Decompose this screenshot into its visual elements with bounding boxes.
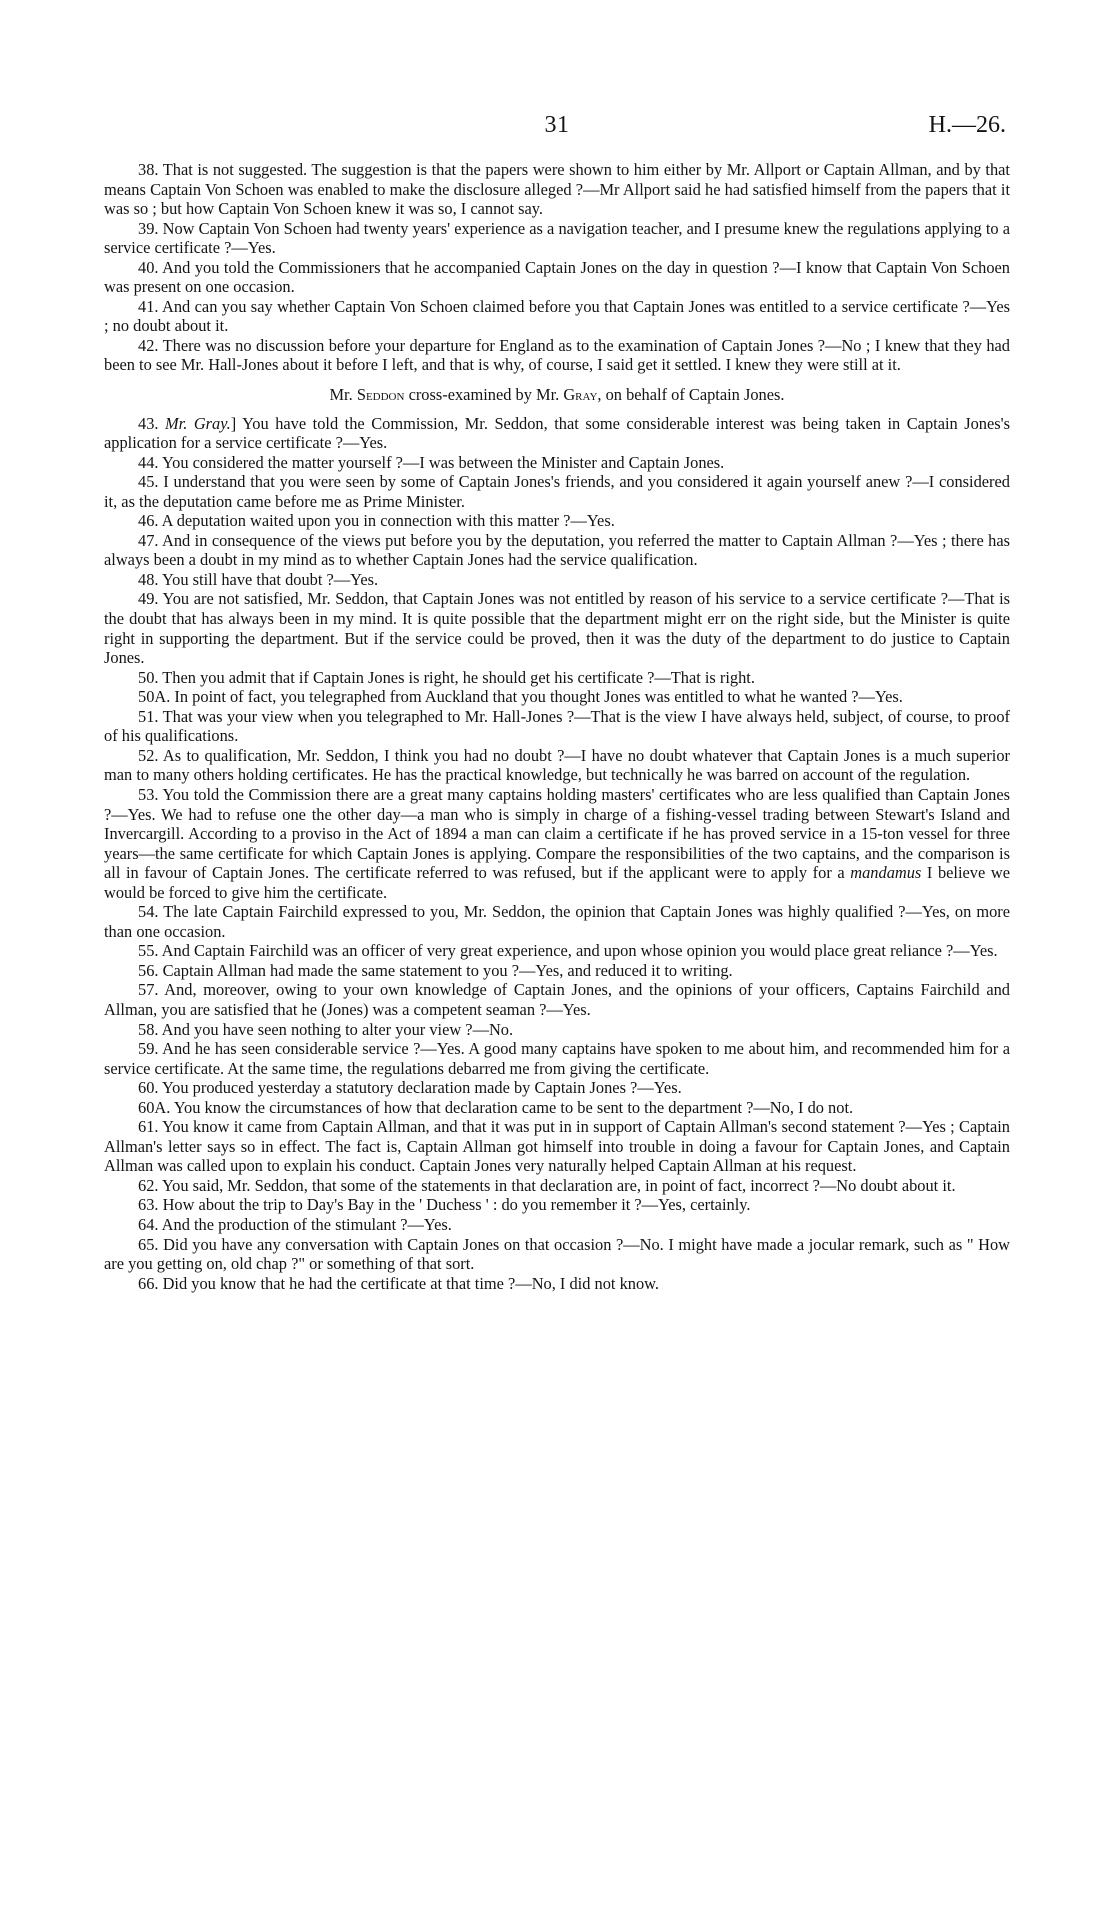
paragraph-38: 38. That is not suggested. The suggestion is that the papers were shown to him either by Mr. Allport or Captain Allman, and by that means Captain Von Schoen was enabled to make the disclosure alleged ?—Mr Allport said he had satisfied himself from the papers that it was so ; but how Captain Von Schoen knew it was so, I cannot say. bbox=[104, 160, 1010, 219]
paragraph-53-tail: I believe we would be forced to give him the certificate. bbox=[104, 863, 1010, 902]
paragraph-60a bbox=[104, 1098, 1010, 1118]
heading-word-1: Mr. bbox=[329, 385, 353, 405]
paragraph-47: 47. And in consequence of the views put before you by the deputation, you referred the matter to Captain Allman ?—Yes ; there has always been a doubt in my mind as to whether Captain Jones had the service qualification. bbox=[104, 530, 1010, 570]
paragraph-51: 51. That was your view when you telegraphed to Mr. Hall-Jones ?—That is the view I have always held, subject, of course, to proof of his qualifications. bbox=[104, 706, 1010, 746]
paragraph-50: 50. Then you admit that if Captain Jones is right, he should get his certificate ?—That is right. bbox=[138, 667, 755, 687]
paragraph-44: 44. You considered the matter yourself ?—I was between the Minister and Captain Jones. bbox=[138, 452, 725, 472]
paragraph-43-speaker: Mr. Gray. bbox=[165, 413, 231, 433]
heading-name-seddon: Seddon bbox=[356, 385, 405, 405]
heading-name-gray: Gray bbox=[563, 385, 598, 405]
paragraph-60a-number: 60 bbox=[138, 1097, 155, 1117]
paragraph-65: 65. Did you have any conversation with Captain Jones on that occasion ?—No. I might have made a jocular remark, such as " How are you getting on, old chap ?" or something of that sort. bbox=[104, 1234, 1010, 1274]
paragraph-43-number: 43. bbox=[138, 413, 159, 433]
section-heading bbox=[104, 385, 1010, 405]
paragraph-45: 45. I understand that you were seen by some of Captain Jones's friends, and you considered it again yourself anew ?—I considered it, as the deputation came before me as Prime Minister. bbox=[104, 472, 1010, 511]
heading-word-3: , on behalf of Captain Jones. bbox=[597, 385, 785, 405]
paragraph-49: 49. You are not satisfied, Mr. Seddon, that Captain Jones was not entitled by reason of his service to a service certificate ?—That is the doubt that has always been in my mind. It is quite possible that the department might err on the right side, but the Minister is quite right in supporting the department. But if the service could be proved, then it was the duty of the department to do justice to Captain Jones. bbox=[104, 589, 1010, 668]
paragraph-52: 52. As to qualification, Mr. Seddon, I think you had no doubt ?—I have no doubt whatever that Captain Jones is a much superior man to many others holding certificates. He has the practical knowledge, but technically he was barred on account of the regulation. bbox=[104, 745, 1010, 785]
paragraph-41: 41. And can you say whether Captain Von Schoen claimed before you that Captain Jones was entitled to a service certificate ?—Yes ; no doubt about it. bbox=[104, 296, 1010, 336]
paragraph-60a-text: . You know the circumstances of how that declaration came to be sent to the department ?—No, I do not. bbox=[166, 1097, 854, 1117]
paragraph-50a-number: 50 bbox=[138, 687, 155, 707]
paragraph-60: 60. You produced yesterday a statutory declaration made by Captain Jones ?—Yes. bbox=[138, 1078, 682, 1098]
paragraph-48: 48. You still have that doubt ?—Yes. bbox=[138, 569, 379, 589]
paragraph-50a-suffix: A bbox=[154, 687, 167, 707]
paragraph-43 bbox=[104, 414, 1010, 453]
paragraph-62: 62. You said, Mr. Seddon, that some of the statements in that declaration are, in point of fact, incorrect ?—No doubt about it. bbox=[138, 1175, 956, 1195]
paragraph-46: 46. A deputation waited upon you in connection with this matter ?—Yes. bbox=[138, 511, 615, 531]
paragraph-53-text: 53. You told the Commission there are a great many captains holding masters' certificates who are less qualified than Captain Jones ?—Yes. We had to refuse one the other day—a man who is simply in charge of a fishing-vessel trading between Stewart's Island and Invercargill. According to a proviso in the Act of 1894 a man can claim a certificate if he has proved service in a 15-ton vessel for three years—the same certificate for which Captain Jones is applying. Compare the responsibilities of the two captains, and the comparison is all in favour of Captain Jones. The certificate referred to was refused, but if the applicant were to apply for a bbox=[104, 784, 1010, 883]
paragraph-53 bbox=[104, 785, 1010, 902]
paragraph-42: 42. There was no discussion before your departure for England as to the examination of Captain Jones ?—No ; I knew that they had been to see Mr. Hall-Jones about it before I left, and that is why, of course, I said get it settled. I knew they were still at it. bbox=[104, 335, 1010, 375]
paragraph-63: 63. How about the trip to Day's Bay in the ' Duchess ' : do you remember it ?—Yes, certainly. bbox=[138, 1195, 751, 1215]
heading-word-2: cross-examined by Mr. bbox=[408, 385, 560, 405]
paragraph-50a bbox=[104, 687, 1010, 707]
document-body bbox=[104, 160, 1010, 1293]
document-reference: H.—26. bbox=[928, 112, 1006, 138]
paragraph-55: 55. And Captain Fairchild was an officer of very great experience, and upon whose opinion you would place great reliance ?—Yes. bbox=[138, 941, 998, 961]
paragraph-40: 40. And you told the Commissioners that he accompanied Captain Jones on the day in question ?—I know that Captain Von Schoen was present on one occasion. bbox=[104, 257, 1010, 297]
paragraph-54: 54. The late Captain Fairchild expressed to you, Mr. Seddon, the opinion that Captain Jones was highly qualified ?—Yes, on more than one occasion. bbox=[104, 902, 1010, 941]
paragraph-59: 59. And he has seen considerable service ?—Yes. A good many captains have spoken to me about him, and recommended him for a service certificate. At the same time, the regulations debarred me from giving the certificate. bbox=[104, 1039, 1010, 1078]
paragraph-50a-text: . In point of fact, you telegraphed from Auckland that you thought Jones was entitled to what he wanted ?—Yes. bbox=[166, 687, 903, 707]
paragraph-39: 39. Now Captain Von Schoen had twenty years' experience as a navigation teacher, and I presume knew the regulations applying to a service certificate ?—Yes. bbox=[104, 218, 1010, 258]
page-number: 31 bbox=[544, 112, 570, 138]
paragraph-58: 58. And you have seen nothing to alter your view ?—No. bbox=[138, 1019, 514, 1039]
paragraph-66: 66. Did you know that he had the certificate at that time ?—No, I did not know. bbox=[138, 1273, 660, 1293]
paragraph-43-text: ] You have told the Commission, Mr. Seddon, that some considerable interest was being taken in Captain Jones's application for a service certificate ?—Yes. bbox=[104, 413, 1010, 453]
paragraph-61: 61. You know it came from Captain Allman, and that it was put in in support of Captain Allman's second statement ?—Yes ; Captain Allman's letter says so in effect. The fact is, Captain Allman got himself into trouble in doing a favour for Captain Jones, and Captain Allman was called upon to explain his conduct. Captain Jones very naturally helped Captain Allman at his request. bbox=[104, 1117, 1010, 1176]
paragraph-56: 56. Captain Allman had made the same statement to you ?—Yes, and reduced it to writing. bbox=[138, 960, 733, 980]
paragraph-53-term: mandamus bbox=[850, 863, 922, 883]
paragraph-60a-suffix: A bbox=[154, 1097, 167, 1117]
paragraph-64: 64. And the production of the stimulant ?—Yes. bbox=[138, 1214, 452, 1234]
paragraph-57: 57. And, moreover, owing to your own knowledge of Captain Jones, and the opinions of your officers, Captains Fairchild and Allman, you are satisfied that he (Jones) was a competent seaman ?—Yes. bbox=[104, 980, 1010, 1019]
